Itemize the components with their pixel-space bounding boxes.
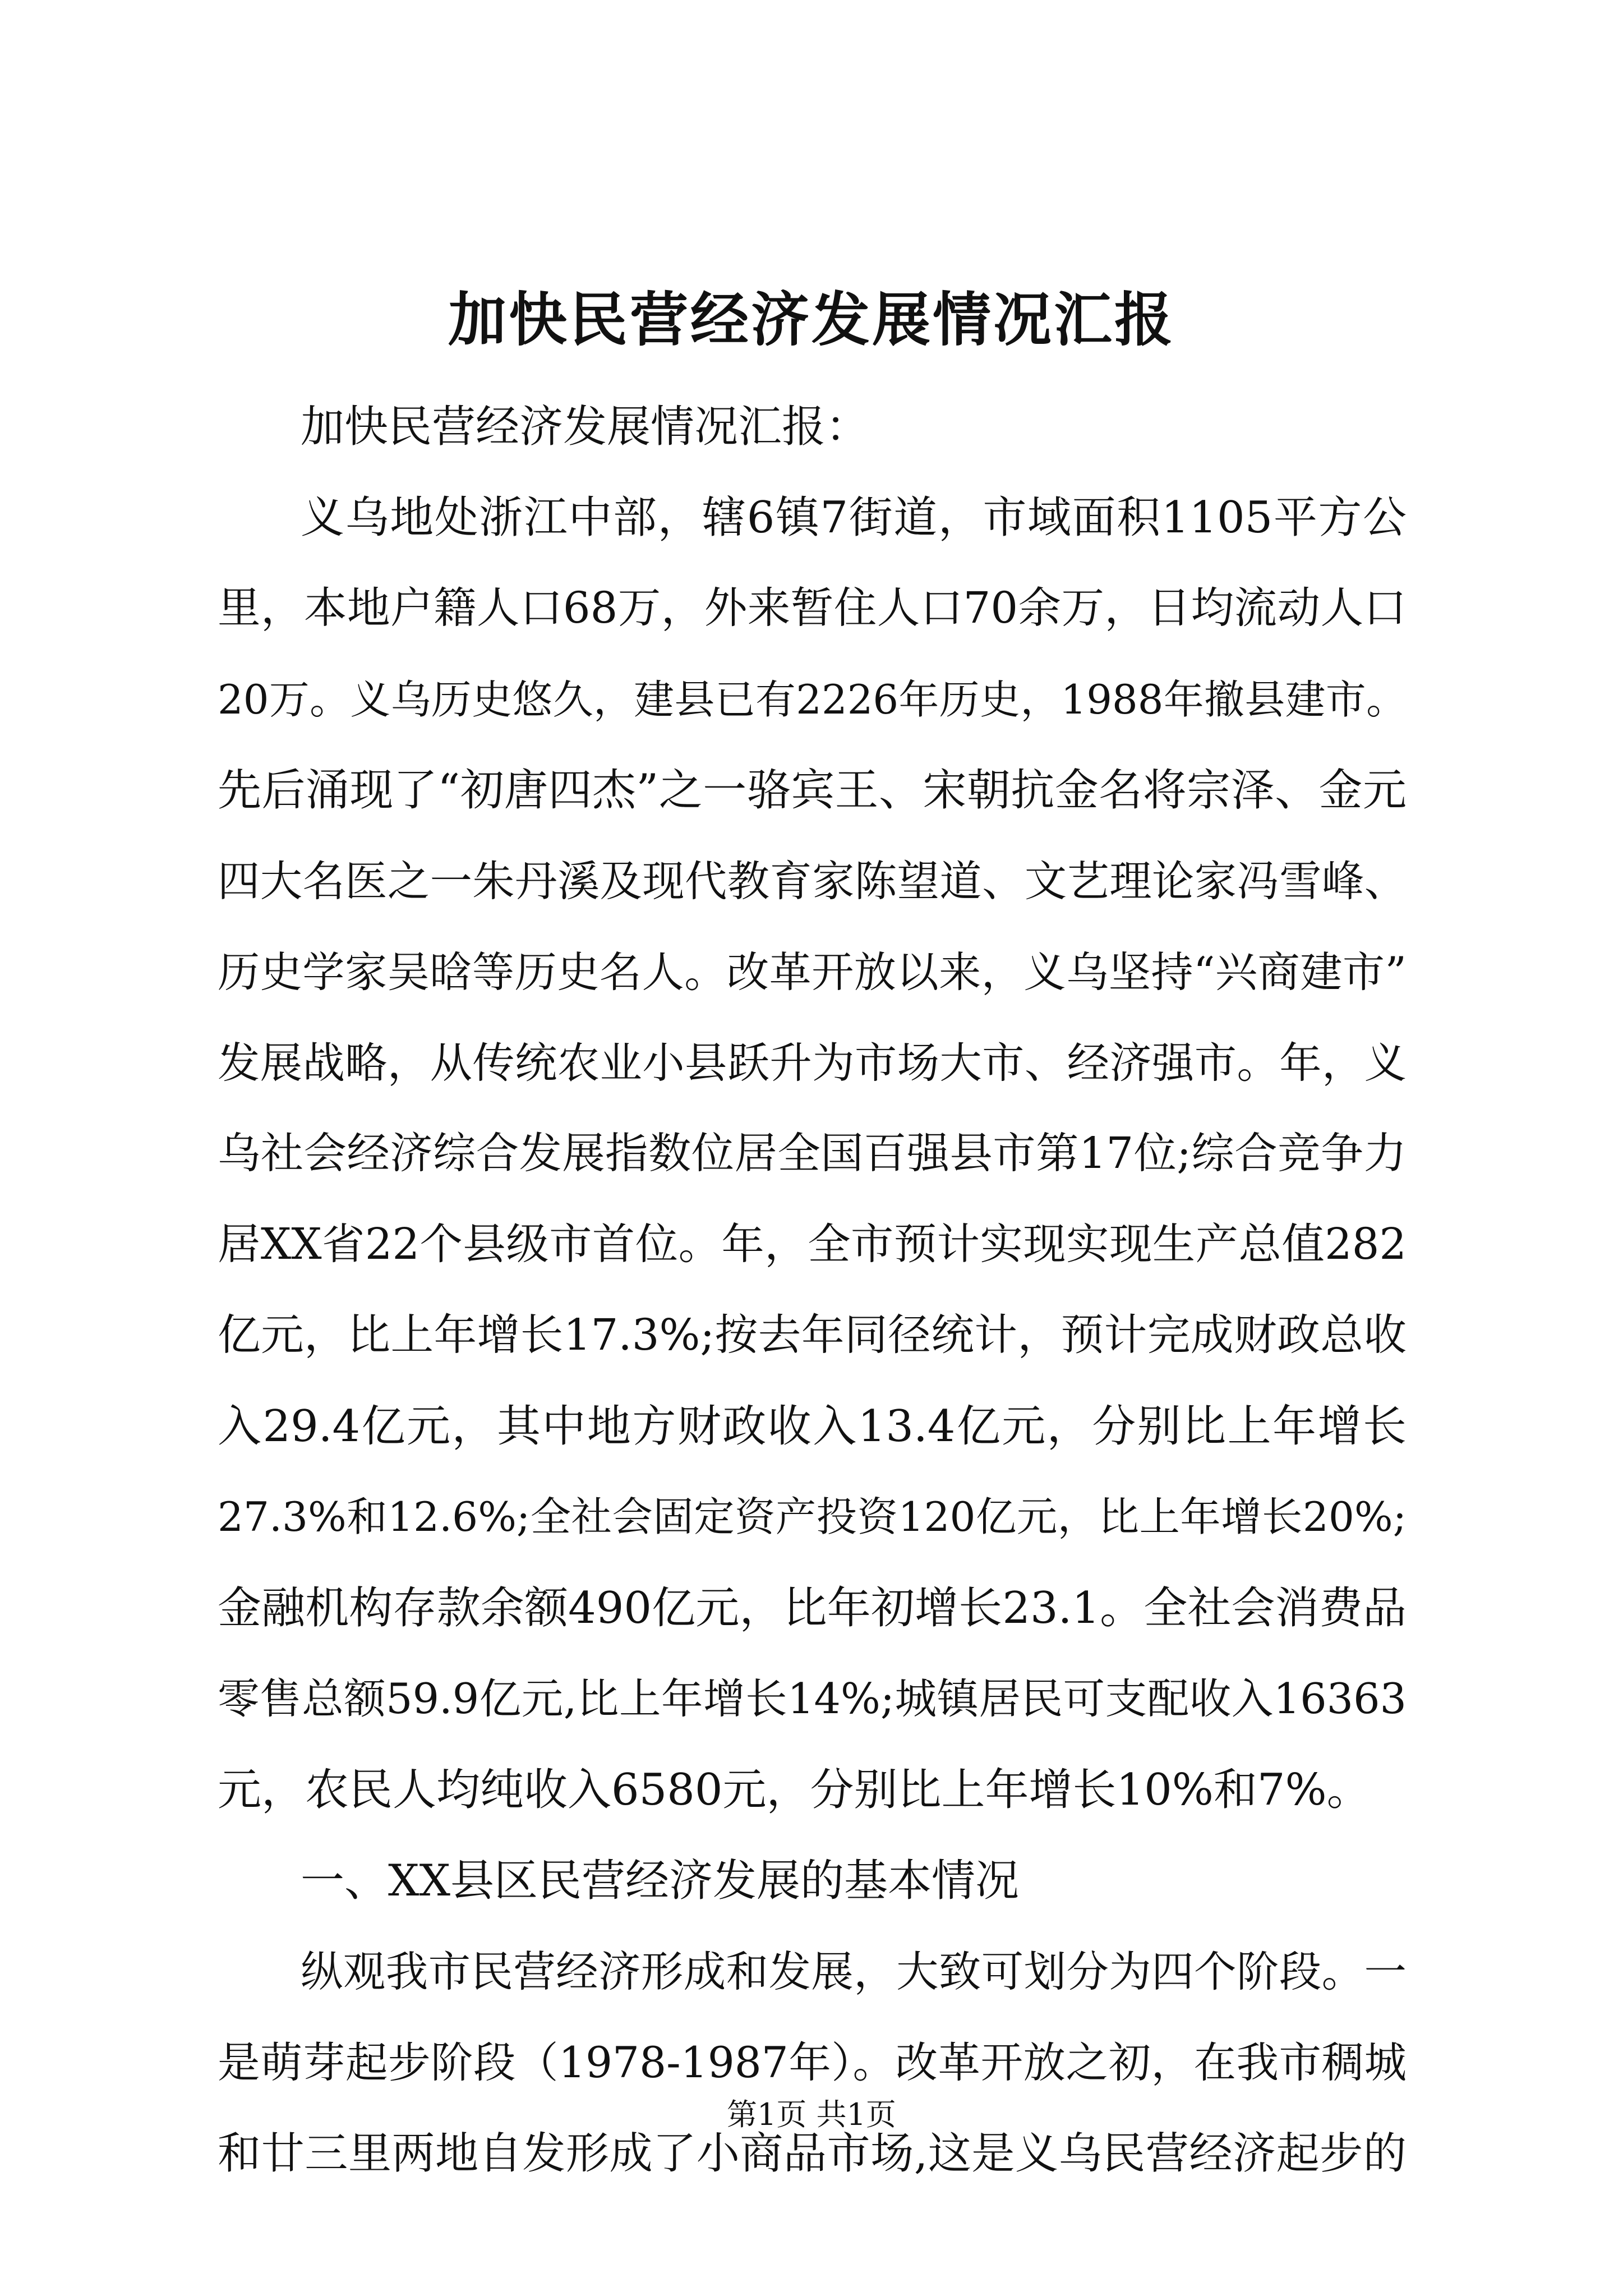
paragraph-line: 义乌地处浙江中部，辖6镇7街道，市域面积1105平方公 <box>301 493 1407 543</box>
paragraph-line: 金融机构存款余额490亿元，比年初增长23.1。全社会消费品 <box>218 1583 1407 1634</box>
paragraph-line: 和廿三里两地自发形成了小商品市场,这是义乌民营经济起步的 <box>218 2128 1407 2179</box>
paragraph-line: 四大名医之一朱丹溪及现代教育家陈望道、文艺理论家冯雪峰、 <box>218 857 1407 906</box>
document-body <box>218 381 1407 2199</box>
paragraph-line: 乌社会经济综合发展指数位居全国百强县市第17位;综合竞争力 <box>218 1129 1407 1179</box>
paragraph-line: 纵观我市民营经济形成和发展，大致可划分为四个阶段。一 <box>301 1947 1407 1996</box>
document-title: 加快民营经济发展情况汇报 <box>448 285 1175 354</box>
paragraph-line: 20万。义乌历史悠久，建县已有2226年历史，1988年撤县建市。 <box>218 676 1407 723</box>
paragraph-line: 是萌芽起步阶段（1978-1987年）。改革开放之初，在我市稠城 <box>218 2038 1407 2087</box>
paragraph-line: 入29.4亿元，其中地方财政收入13.4亿元，分别比上年增长 <box>218 1401 1407 1452</box>
paragraph-line: 历史学家吴晗等历史名人。改革开放以来，义乌坚持“兴商建市” <box>218 947 1407 997</box>
paragraph-line: 居XX省22个县级市首位。年，全市预计实现实现生产总值282 <box>218 1220 1407 1269</box>
paragraph-line: 零售总额59.9亿元,比上年增长14%;城镇居民可支配收入16363 <box>218 1674 1407 1723</box>
paragraph-line: 亿元，比上年增长17.3%;按去年同径统计，预计完成财政总收 <box>218 1310 1407 1360</box>
paragraph-line: 里，本地户籍人口68万，外来暂住人口70余万，日均流动人口 <box>218 583 1407 633</box>
paragraph-line: 先后涌现了“初唐四杰”之一骆宾王、宋朝抗金名将宗泽、金元 <box>218 765 1407 816</box>
page-number-footer: 第1页 共1页 <box>727 2097 896 2132</box>
section-heading: 一、XX县区民营经济发展的基本情况 <box>301 1856 1020 1906</box>
paragraph-line: 元，农民人均纯收入6580元，分别比上年增长10%和7%。 <box>218 1765 1371 1815</box>
paragraph-line: 加快民营经济发展情况汇报： <box>301 402 870 452</box>
paragraph-line: 发展战略，从传统农业小县跃升为市场大市、经济强市。年，义 <box>218 1038 1407 1088</box>
paragraph-line: 27.3%和12.6%;全社会固定资产投资120亿元，比上年增长20%; <box>218 1494 1407 1541</box>
